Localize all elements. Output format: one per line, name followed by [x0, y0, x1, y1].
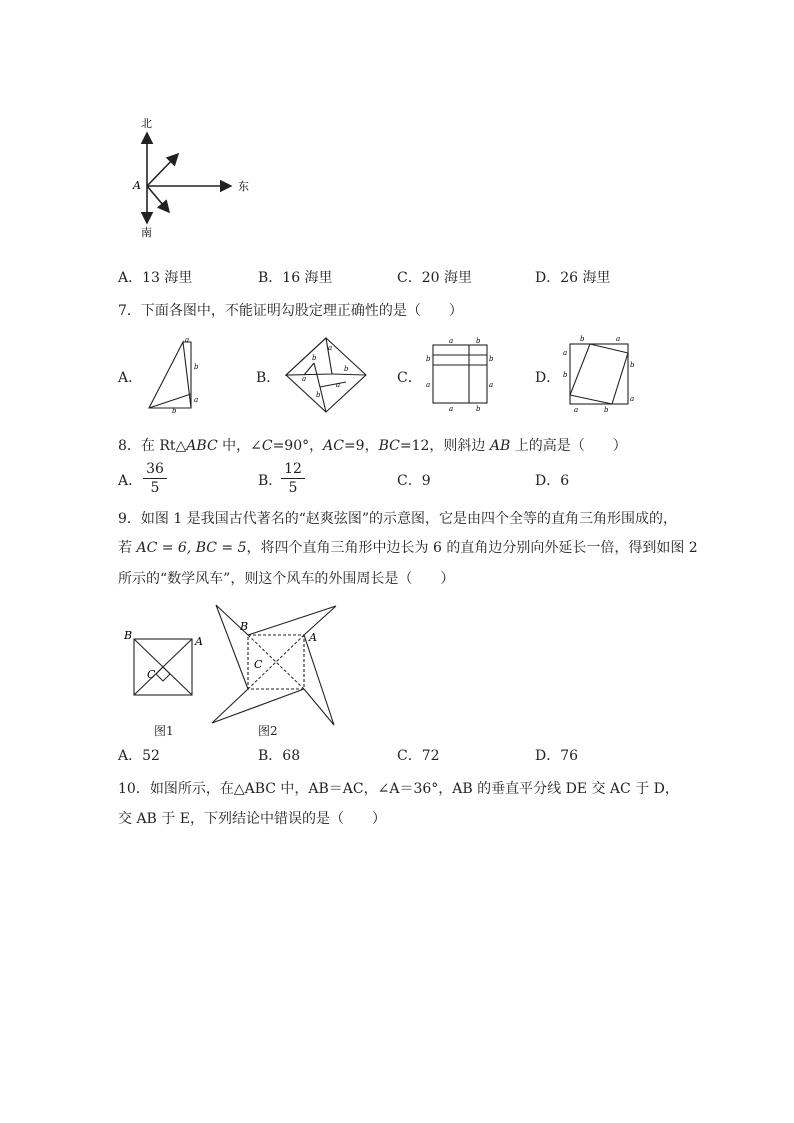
q9-option-c[interactable]: C．72: [397, 748, 440, 764]
q9-option-d[interactable]: D．76: [535, 748, 579, 764]
q7b-label-a3: a: [336, 381, 341, 389]
q6-option-c[interactable]: C．20 海里: [397, 270, 472, 286]
q7d-label-b4: b: [604, 406, 609, 414]
q7b-label-a: a: [328, 344, 333, 352]
q7-figure-c: [423, 337, 495, 413]
q8-a-numerator: 36: [146, 461, 164, 477]
q7-figure-d: [560, 335, 636, 415]
q8-option-a-label[interactable]: A．: [118, 473, 143, 489]
q8-stem-bc: BC: [378, 438, 400, 454]
q8-stem-ac: AC: [323, 438, 344, 454]
q9f2-label-c: C: [254, 658, 263, 671]
compass-east-label: 东: [238, 180, 249, 193]
q7d-label-a3: a: [630, 395, 635, 403]
q7c-label-b2: b: [426, 355, 431, 363]
q7d-label-a2: a: [563, 349, 568, 357]
q8-stem-part: 8．在 Rt△: [118, 438, 187, 454]
q8-stem-part: =90°，: [272, 438, 324, 454]
q8-stem: [118, 436, 627, 456]
q9-figure-2: [208, 601, 338, 727]
q8-stem-part: =9，: [343, 438, 379, 454]
q7a-label-a: a: [185, 337, 190, 344]
q7a-label-b: b: [194, 363, 199, 371]
q8-option-b-fraction[interactable]: [281, 461, 305, 496]
q9f1-label-c: C: [147, 668, 156, 681]
q7b-label-b: b: [312, 354, 317, 362]
q7c-label-b4: b: [476, 405, 481, 413]
q8-stem-c: C: [261, 438, 273, 454]
q7-option-b-label[interactable]: B．: [256, 370, 281, 386]
q9-figure-2-caption: 图2: [258, 724, 278, 738]
q10-line-1: 10．如图所示，在△ABC 中，AB＝AC，∠A＝36°，AB 的垂直平分线 DE 交 AC 于 D，: [118, 781, 679, 797]
compass-south-label: 南: [141, 226, 152, 239]
q9-option-b[interactable]: B．68: [258, 748, 301, 764]
q8-stem-ab: AB: [489, 438, 511, 454]
q8-option-d[interactable]: D．6: [535, 473, 570, 489]
q8-option-b-label[interactable]: B．: [258, 473, 283, 489]
q7-option-c-label[interactable]: C．: [397, 370, 422, 386]
q7-stem: 7．下面各图中，不能证明勾股定理正确性的是（ ）: [118, 303, 463, 319]
q6-option-a[interactable]: A．13 海里: [118, 270, 193, 286]
q7d-label-a4: a: [574, 406, 579, 414]
q9-line-1: 9．如图 1 是我国古代著名的“赵爽弦图”的示意图，它是由四个全等的直角三角形围成的，: [118, 511, 678, 527]
q6-option-b[interactable]: B．16 海里: [258, 270, 333, 286]
fraction-bar: [281, 478, 305, 479]
q9f2-label-a: A: [309, 631, 317, 644]
q6-option-d[interactable]: D．26 海里: [535, 270, 611, 286]
q8-stem-part: 上的高是（ ）: [510, 438, 627, 454]
q7-figure-a: [146, 337, 206, 413]
q7d-label-b2: b: [563, 371, 568, 379]
q9f1-label-b: B: [124, 629, 133, 642]
q7b-label-a2: a: [302, 375, 307, 383]
compass-north-label: 北: [141, 117, 152, 130]
q7c-label-a: a: [449, 337, 454, 345]
q7a-label-a2: a: [194, 396, 199, 404]
q7-option-a-label[interactable]: A．: [118, 370, 143, 386]
q7d-label-b3: b: [630, 361, 635, 369]
q8-stem-abc: ABC: [186, 438, 218, 454]
q7a-label-b2: b: [172, 407, 177, 413]
q7-figure-b: [284, 335, 368, 415]
q8-stem-part: 中，∠: [217, 438, 262, 454]
q7d-label-b: b: [580, 335, 585, 343]
q9-line-3: 所示的“数学风车”，则这个风车的外围周长是（ ）: [118, 571, 455, 587]
compass-diagram: [128, 115, 258, 245]
q7c-label-b: b: [476, 337, 481, 345]
fraction-bar: [143, 478, 167, 479]
q9-line-2: [118, 538, 698, 558]
q9-figure-1-caption: 图1: [154, 724, 174, 738]
q7c-label-a2: a: [426, 381, 431, 389]
q8-a-denominator: 5: [150, 480, 160, 496]
q9-option-a[interactable]: A．52: [118, 748, 160, 764]
q7c-label-b3: b: [489, 355, 494, 363]
q10-line-2: 交 AB 于 E，下列结论中错误的是（ ）: [118, 811, 386, 827]
q9-line-2-math: AC = 6, BC = 5: [136, 540, 247, 556]
q7b-label-b2: b: [344, 365, 349, 373]
q8-option-a-fraction[interactable]: [143, 461, 167, 496]
q7c-label-a4: a: [449, 405, 454, 413]
q8-b-numerator: 12: [284, 461, 302, 477]
q9-line-2-prefix: 若: [118, 540, 137, 556]
q9-figure-1: [118, 625, 208, 700]
q9-line-2-suffix: ，将四个直角三角形中边长为 6 的直角边分别向外延长一倍，得到如图 2: [246, 540, 698, 556]
q7d-label-a: a: [616, 335, 621, 343]
q7c-label-a3: a: [489, 381, 494, 389]
q9f2-label-b: B: [240, 620, 249, 633]
q9f1-label-a: A: [195, 635, 203, 648]
q8-b-denominator: 5: [288, 480, 298, 496]
q8-stem-part: =12，则斜边: [399, 438, 490, 454]
compass-point-label: A: [133, 179, 141, 192]
q7-option-d-label[interactable]: D．: [535, 370, 561, 386]
q7b-label-b3: b: [316, 391, 321, 399]
q8-option-c[interactable]: C．9: [397, 473, 431, 489]
